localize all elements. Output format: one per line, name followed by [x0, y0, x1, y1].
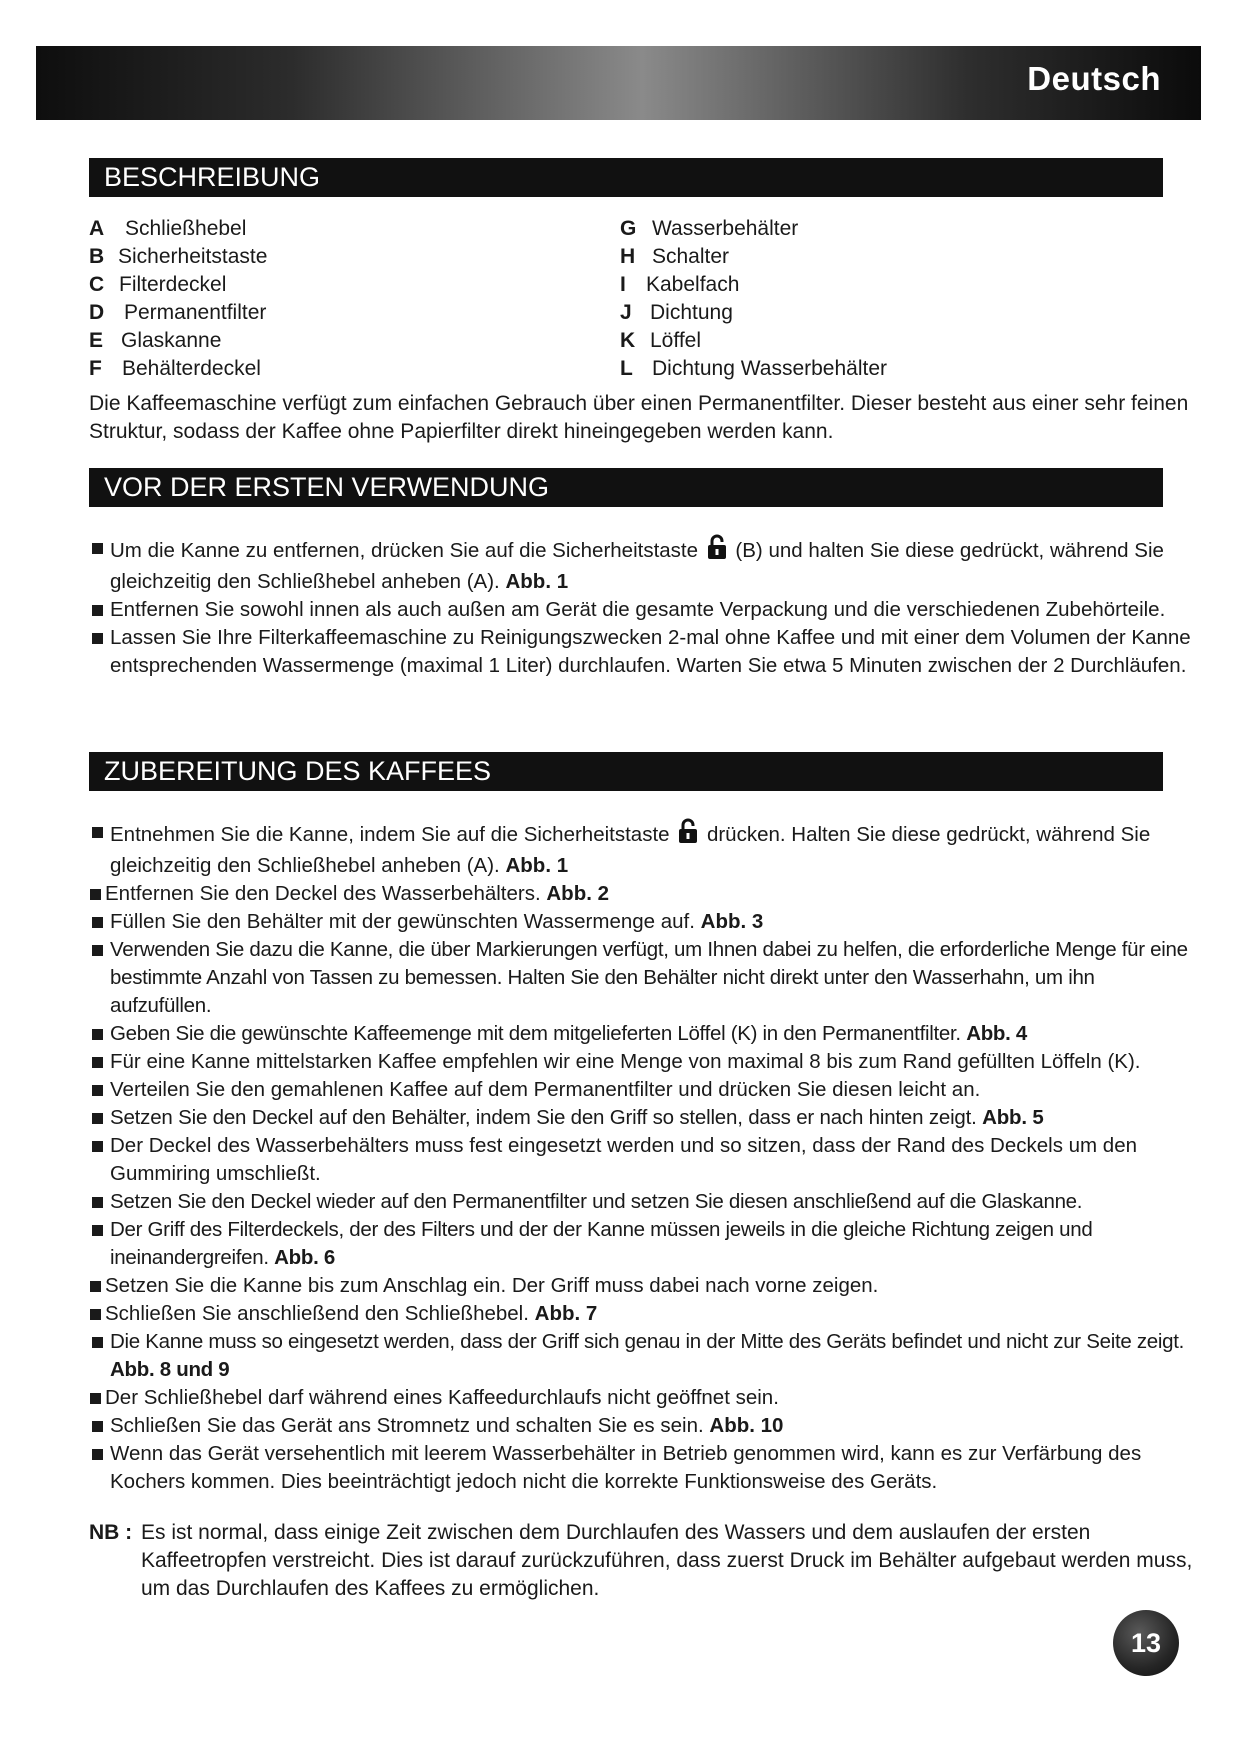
list-item: Die Kanne muss so eingesetzt werden, dass der Griff sich genau in der Mitte des Geräts befindet und nicht zur Seite zeigt. Abb. 8 und 9: [89, 1328, 1201, 1384]
figure-ref: Abb. 4: [966, 1022, 1028, 1045]
bullet-square: [90, 889, 101, 900]
lock-icon: [678, 818, 698, 852]
bullet-square: [92, 605, 103, 616]
note-text: Es ist normal, dass einige Zeit zwischen dem Durchlaufen des Wassers und dem auslaufen der ersten Kaffeetropfen verstreicht. Dies ist darauf zurückzuführen, dass zuerst Druck im Behälter aufgebaut werden muss, um das Durchlaufen des Kaffees zu ermöglichen.: [141, 1521, 1193, 1600]
bullet-square: [92, 1141, 103, 1152]
part-label: Filterdeckel: [119, 273, 227, 296]
bullet-square: [92, 1057, 103, 1068]
list-item: Für eine Kanne mittelstarken Kaffee empfehlen wir eine Menge von maximal 8 bis zum Rand gefüllten Löffeln (K).: [89, 1048, 1201, 1076]
section-title-preparation: ZUBEREITUNG DES KAFFEES: [89, 752, 1163, 791]
part-letter: K: [620, 329, 636, 352]
bullet-square: [92, 1449, 103, 1460]
parts-list-left: [89, 215, 267, 383]
part-letter: I: [620, 273, 626, 296]
part-row: [89, 355, 267, 383]
lock-icon: [707, 534, 727, 568]
first-use-list: [89, 534, 1201, 680]
list-item: Schließen Sie das Gerät ans Stromnetz und schalten Sie es sein. Abb. 10: [89, 1412, 1201, 1440]
part-row: [620, 299, 887, 327]
figure-ref: Abb. 5: [982, 1106, 1044, 1129]
figure-ref: Abb. 1: [505, 570, 569, 593]
part-row: [89, 299, 267, 327]
bullet-square: [92, 917, 103, 928]
bullet-square: [92, 827, 103, 838]
bullet-square: [92, 1337, 103, 1348]
part-row: [620, 271, 887, 299]
list-item: Setzen Sie den Deckel wieder auf den Permanentfilter und setzen Sie diesen anschließend auf die Glaskanne.: [89, 1188, 1201, 1216]
part-row: [89, 215, 267, 243]
part-label: Schalter: [652, 245, 730, 268]
figure-ref: Abb. 3: [700, 910, 764, 933]
part-label: Schließhebel: [125, 217, 247, 240]
bullet-square: [90, 1309, 101, 1320]
part-letter: H: [620, 245, 636, 268]
list-item: Setzen Sie die Kanne bis zum Anschlag ein. Der Griff muss dabei nach vorne zeigen.: [89, 1272, 1201, 1300]
part-label: Löffel: [650, 329, 701, 352]
bullet-square: [92, 1085, 103, 1096]
list-item: Der Griff des Filterdeckels, der des Filters und der der Kanne müssen jeweils in die gleiche Richtung zeigen und ineinandergreifen. Abb. 6: [89, 1216, 1201, 1272]
preparation-list: [89, 818, 1201, 1496]
figure-ref: Abb. 7: [534, 1302, 598, 1325]
section-title-first-use: VOR DER ERSTEN VERWENDUNG: [89, 468, 1163, 507]
bullet-square: [92, 633, 103, 644]
part-letter: D: [89, 301, 105, 324]
part-letter: L: [620, 357, 633, 380]
part-letter: E: [89, 329, 104, 352]
list-item: Lassen Sie Ihre Filterkaffeemaschine zu Reinigungszwecken 2-mal ohne Kaffee und mit einer dem Volumen der Kanne entsprechenden Wassermenge (maximal 1 Liter) durchlaufen. Warten Sie etwa 5 Minuten zwischen der 2 Durchläufen.: [89, 624, 1201, 680]
list-item: Schließen Sie anschließend den Schließhebel. Abb. 7: [89, 1300, 1201, 1328]
figure-ref: Abb. 2: [546, 882, 610, 905]
part-letter: J: [620, 301, 632, 324]
list-item: Entnehmen Sie die Kanne, indem Sie auf die Sicherheitstaste drücken. Halten Sie diese gedrückt, während Sie gleichzeitig den Schließhebel anheben (A). Abb. 1: [89, 818, 1201, 880]
part-row: [89, 271, 267, 299]
list-item: Der Deckel des Wasserbehälters muss fest eingesetzt werden und so sitzen, dass der Rand des Deckels um den Gummiring umschließt.: [89, 1132, 1201, 1188]
part-row: [620, 327, 887, 355]
section-title-beschreibung: BESCHREIBUNG: [89, 158, 1163, 197]
bullet-square: [92, 1029, 103, 1040]
bullet-square: [92, 1225, 103, 1236]
part-label: Behälterdeckel: [122, 357, 261, 380]
part-row: [620, 215, 887, 243]
bullet-square: [90, 1393, 101, 1404]
bullet-square: [92, 543, 103, 554]
part-letter: B: [89, 245, 105, 268]
figure-ref: Abb. 6: [274, 1246, 335, 1269]
list-item: Wenn das Gerät versehentlich mit leerem Wasserbehälter in Betrieb genommen wird, kann es zur Verfärbung des Kochers kommen. Dies beeinträchtigt jedoch nicht die korrekte Funktionsweise des Geräts.: [89, 1440, 1201, 1496]
page-number-badge: 13: [1113, 1610, 1179, 1676]
part-row: [620, 243, 887, 271]
part-row: [620, 355, 887, 383]
note-block: [89, 1519, 1201, 1603]
list-item: Der Schließhebel darf während eines Kaffeedurchlaufs nicht geöffnet sein.: [89, 1384, 1201, 1412]
part-label: Glaskanne: [121, 329, 222, 352]
part-letter: F: [89, 357, 102, 380]
language-banner: [36, 46, 1201, 120]
figure-ref: Abb. 1: [505, 854, 569, 877]
part-row: [89, 327, 267, 355]
list-item: Verwenden Sie dazu die Kanne, die über Markierungen verfügt, um Ihnen dabei zu helfen, die erforderliche Menge für eine bestimmte Anzahl von Tassen zu bemessen. Halten Sie den Behälter nicht direkt unter den Wasserhahn, um ihn aufzufüllen.: [89, 936, 1201, 1020]
language-label: Deutsch: [1027, 60, 1161, 97]
list-item: Um die Kanne zu entfernen, drücken Sie auf die Sicherheitstaste (B) und halten Sie diese gedrückt, während Sie gleichzeitig den Schließhebel anheben (A). Abb. 1: [89, 534, 1201, 596]
list-item: Verteilen Sie den gemahlenen Kaffee auf dem Permanentfilter und drücken Sie diesen leicht an.: [89, 1076, 1201, 1104]
part-letter: G: [620, 217, 637, 240]
bullet-square: [92, 1197, 103, 1208]
bullet-square: [90, 1281, 101, 1292]
bullet-square: [92, 945, 103, 956]
part-label: Kabelfach: [646, 273, 740, 296]
part-row: [89, 243, 267, 271]
part-label: Dichtung Wasserbehälter: [652, 357, 887, 380]
part-letter: C: [89, 273, 105, 296]
part-label: Sicherheitstaste: [118, 245, 268, 268]
list-item: Entfernen Sie den Deckel des Wasserbehälters. Abb. 2: [89, 880, 1201, 908]
description-intro: Die Kaffeemaschine verfügt zum einfachen Gebrauch über einen Permanentfilter. Dieser besteht aus einer sehr feinen Struktur, sodass der Kaffee ohne Papierfilter direkt hineingegeben werden kann.: [89, 392, 1189, 443]
list-item: Setzen Sie den Deckel auf den Behälter, indem Sie den Griff so stellen, dass er nach hinten zeigt. Abb. 5: [89, 1104, 1201, 1132]
list-item: Entfernen Sie sowohl innen als auch außen am Gerät die gesamte Verpackung und die verschiedenen Zubehörteile.: [89, 596, 1201, 624]
list-item: Geben Sie die gewünschte Kaffeemenge mit dem mitgelieferten Löffel (K) in den Permanentfilter. Abb. 4: [89, 1020, 1201, 1048]
list-item: Füllen Sie den Behälter mit der gewünschten Wassermenge auf. Abb. 3: [89, 908, 1201, 936]
figure-ref: Abb. 10: [709, 1414, 784, 1437]
bullet-square: [92, 1113, 103, 1124]
part-label: Permanentfilter: [124, 301, 267, 324]
note-label: NB :: [89, 1521, 133, 1544]
part-label: Wasserbehälter: [652, 217, 799, 240]
part-letter: A: [89, 217, 105, 240]
part-label: Dichtung: [650, 301, 733, 324]
bullet-square: [92, 1421, 103, 1432]
figure-ref: Abb. 8 und 9: [110, 1358, 230, 1381]
parts-list-right: [620, 215, 887, 383]
